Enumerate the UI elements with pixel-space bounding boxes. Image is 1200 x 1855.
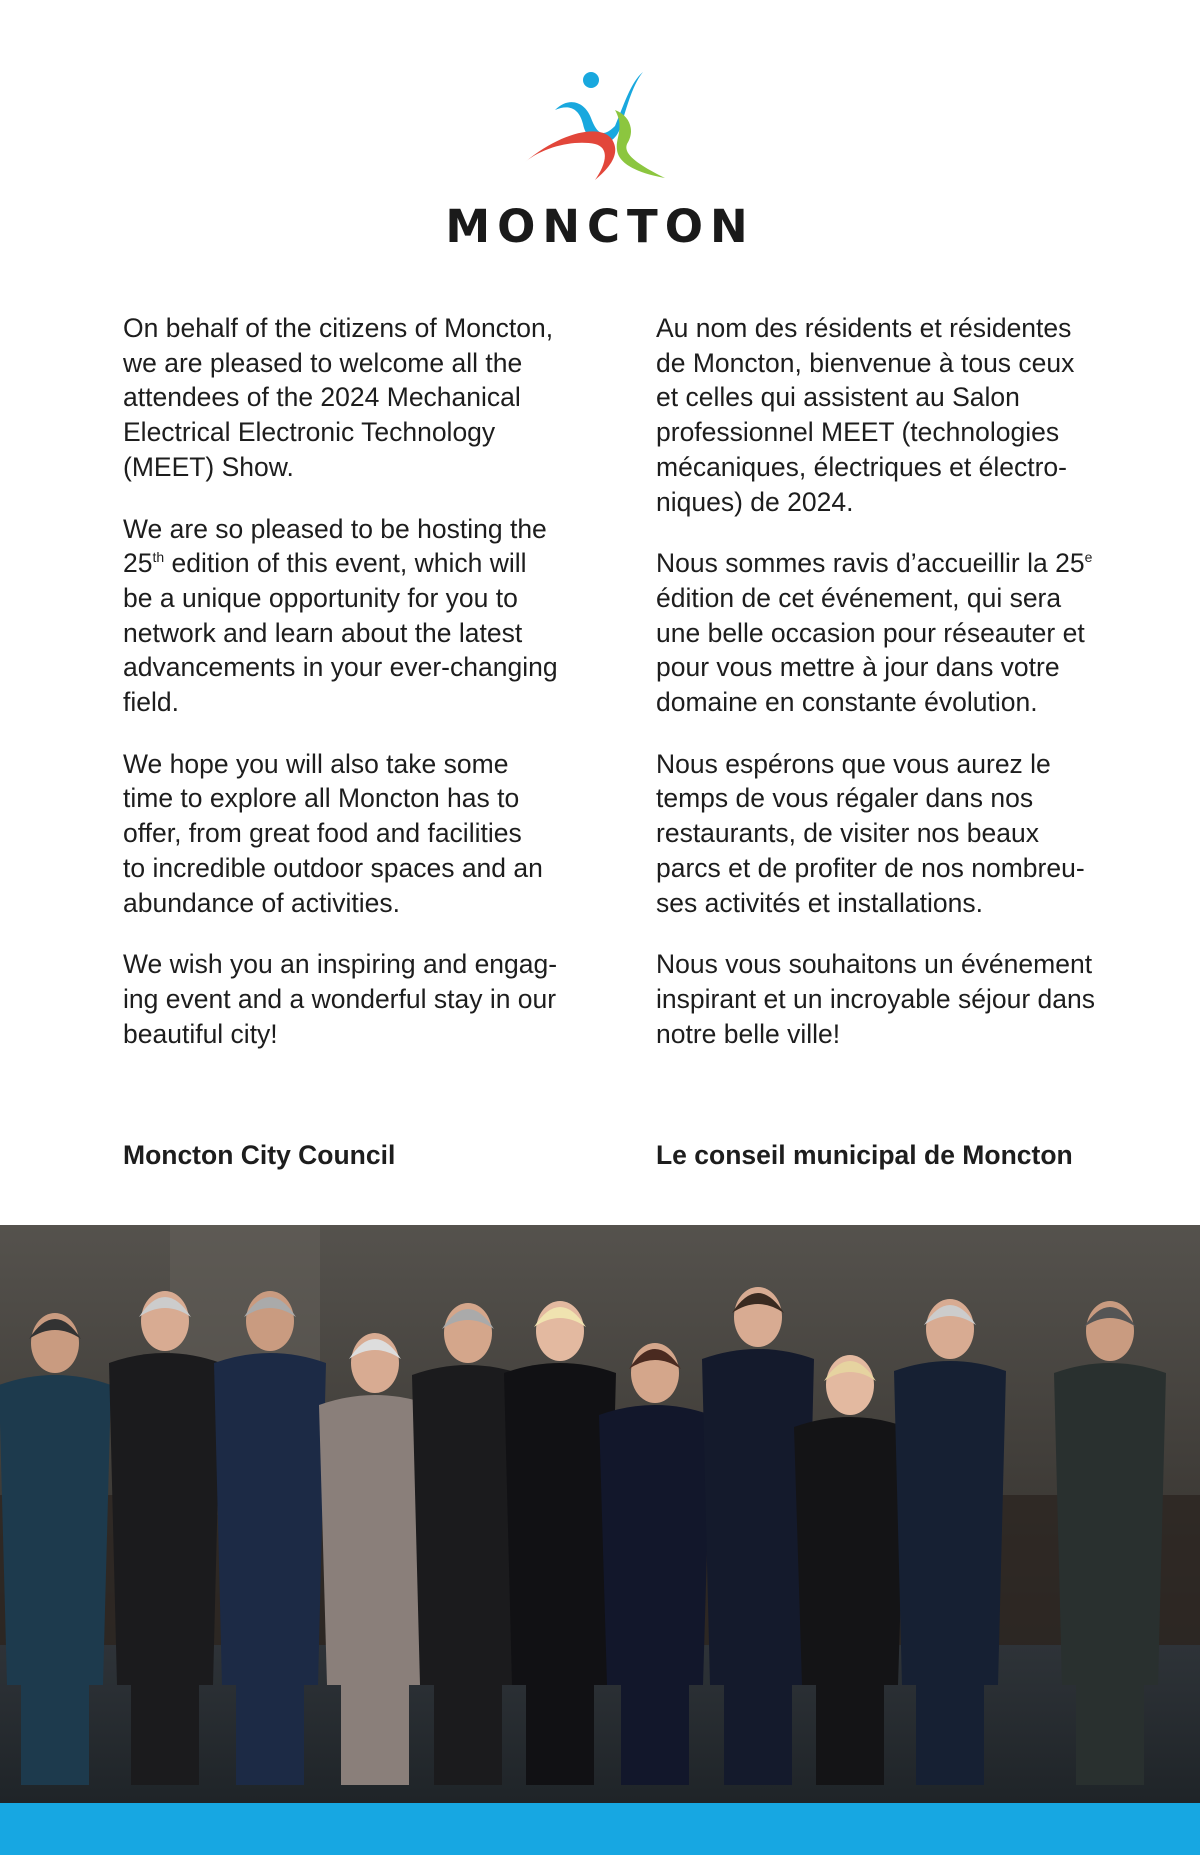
french-paragraph-3: Nous espérons que vous aurez le temps de vous régaler dans nos restaurants, de visiter nos beaux parcs et de profiter de nos nombreu- ses activités et installations. xyxy=(656,748,1085,918)
english-paragraph-1: On behalf of the citizens of Moncton, we are pleased to welcome all the attendees of the 2024 Mechanical Electrical Electronic Technology (MEET) Show. xyxy=(123,313,554,482)
french-paragraph-1: Au nom des résidents et résidentes de Moncton, bienvenue à tous ceux et celles qui assistent au Salon professionnel MEET (technologies mécaniques, électriques et électro- niques) de 2024. xyxy=(656,313,1075,517)
city-council-group-photo xyxy=(0,1225,1200,1803)
english-paragraph-2: We are so pleased to be hosting the 25th edition of this event, which will be a unique opportunity for you to network and learn about the latest advancements in your ever-changing field. xyxy=(123,513,558,718)
french-message xyxy=(656,311,1126,1078)
ordinal-line: 25th edition of this event, which will xyxy=(123,548,527,579)
french-paragraph-2: Nous sommes ravis d’accueillir la 25e édition de cet événement, qui sera une belle occasion pour réseauter et pour vous mettre à jour dans votre domaine en constante évolution. xyxy=(656,548,1093,718)
english-message xyxy=(123,311,603,1078)
english-signature: Moncton City Council xyxy=(123,1140,396,1170)
bottom-accent-bar xyxy=(0,1803,1200,1855)
moncton-logo-mark xyxy=(515,62,685,192)
logo-wordmark: MONCTON xyxy=(445,200,755,253)
group-photo-illustration xyxy=(0,1225,1200,1803)
moncton-logo xyxy=(0,62,1200,253)
french-paragraph-4: Nous vous souhaitons un événement inspirant et un incroyable séjour dans notre belle ville! xyxy=(656,949,1095,1049)
french-signature: Le conseil municipal de Moncton xyxy=(656,1140,1073,1170)
ordinal-line: Nous sommes ravis d’accueillir la 25e xyxy=(656,548,1093,579)
english-paragraph-3: We hope you will also take some time to explore all Moncton has to offer, from great food and facilities to incredible outdoor spaces and an abundance of activities. xyxy=(123,748,543,918)
english-paragraph-4: We wish you an inspiring and engag- ing event and a wonderful stay in our beautiful city! xyxy=(123,949,558,1049)
